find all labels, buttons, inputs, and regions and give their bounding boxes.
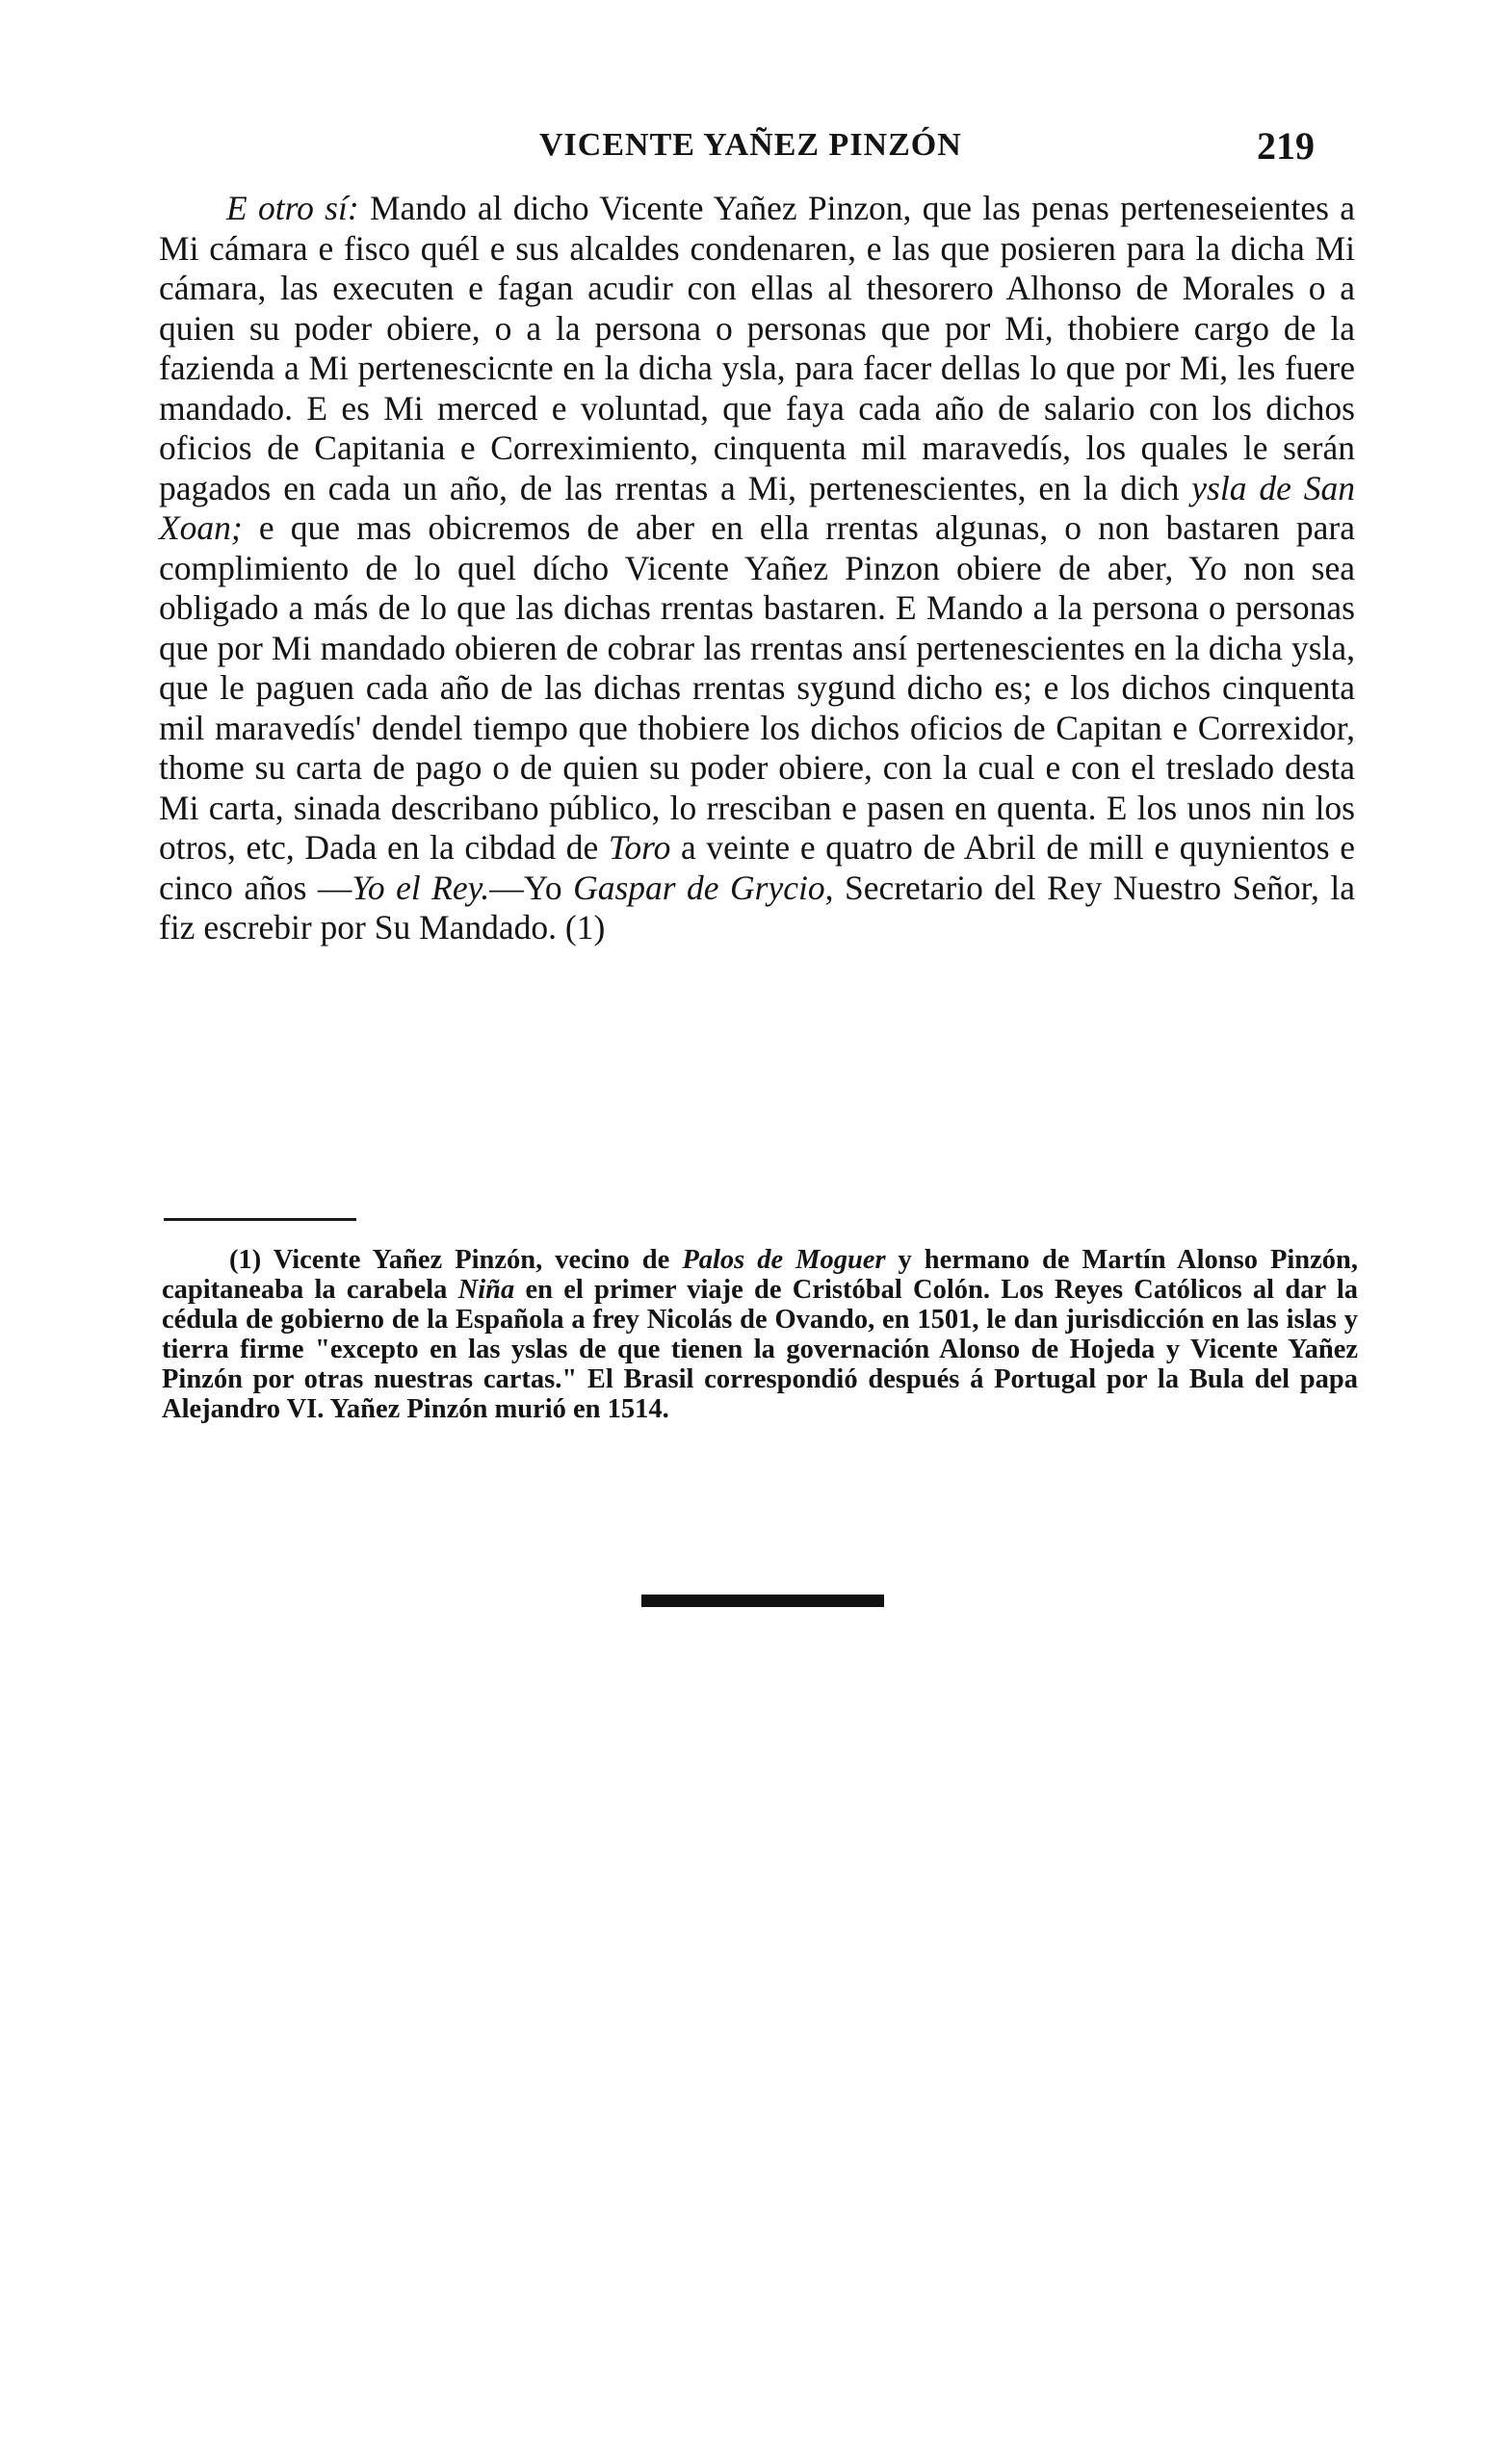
footnote-text-segment: en el primer viaje de Cristóbal Colón. Los Reyes Católicos al dar la cédula de gobierno de la Española a frey Nicolás de Ovando, en 1501, le dan jurisdicción en las islas y tierra firme "excepto en las yslas de que tienen la governación Alonso de Hojeda y Vicente Yañez Pinzón por otras nuestras cartas." El Brasil correspondió después á Portugal por la Bula del papa Alejandro VI. Yañez Pinzón murió en 1514. — [162, 1275, 1358, 1424]
city-name: Toro — [608, 828, 671, 867]
royal-signature: Yo el Rey. — [352, 868, 490, 907]
place-name: ysla de San Xoan; — [159, 468, 1355, 547]
body-text-segment: Secretario del Rey Nuestro Señor, la fiz escrebir por Su Mandado. (1) — [159, 868, 1355, 947]
ship-name: Niña — [457, 1275, 515, 1305]
running-head: VICENTE YAÑEZ PINZÓN — [539, 127, 962, 163]
body-text-segment: a veinte e quatro de Abril de mill e quynientos e cinco años — — [159, 828, 1355, 907]
footnote-text-segment: y hermano de Martín Alonso Pinzón, capitaneaba la carabela — [162, 1245, 1358, 1305]
page-number: 219 — [1257, 124, 1315, 168]
footnote-place-name: Palos de Moguer — [682, 1245, 886, 1275]
secretary-name: Gaspar de Grycio, — [573, 868, 834, 907]
page-header — [159, 114, 1315, 171]
intro-phrase: E otro sí: — [226, 189, 359, 227]
footnote — [162, 1245, 1358, 1424]
end-ornament-bar — [641, 1595, 884, 1607]
footnote-divider — [164, 1218, 356, 1221]
footnote-text-segment: (1) Vicente Yañez Pinzón, vecino de — [229, 1245, 683, 1275]
body-text-segment: Mando al dicho Vicente Yañez Pinzon, que las penas perteneseientes a Mi cámara e fisco quél e sus alcaldes condenaren, e las que posieren para la dicha Mi cámara, las executen e fagan acudir con ellas al thesorero Alhonso de Morales o a quien su poder obiere, o a la persona o personas que por Mi, thobiere cargo de la fazienda a Mi pertenescicnte en la dicha ysla, para facer dellas lo que por Mi, les fuere mandado. E es Mi merced e voluntad, que faya cada año de salario con los dichos oficios de Capitania e Correximiento, cinquenta mil maravedís, los quales le serán pagados en cada un año, de las rrentas a Mi, pertenescientes, en la dich — [159, 189, 1355, 507]
main-paragraph — [159, 189, 1355, 948]
body-text-segment: —Yo — [489, 868, 574, 907]
body-text-segment: e que mas obicremos de aber en ella rrentas algunas, o non bastaren para complimiento de lo quel dícho Vicente Yañez Pinzon obiere de aber, Yo non sea obligado a más de lo que las dichas rrentas bastaren. E Mando a la persona o personas que por Mi mandado obieren de cobrar las rrentas ansí pertenescientes en la dicha ysla, que le paguen cada año de las dichas rrentas sygund dicho es; e los dichos cinquenta mil maravedís' dendel tiempo que thobiere los dichos oficios de Capitan e Correxidor, thome su carta de pago o de quien su poder obiere, con la cual e con el treslado desta Mi carta, sinada describano público, lo rresciban e pasen en quenta. E los unos nin los otros, etc, Dada en la cibdad de — [159, 508, 1355, 867]
